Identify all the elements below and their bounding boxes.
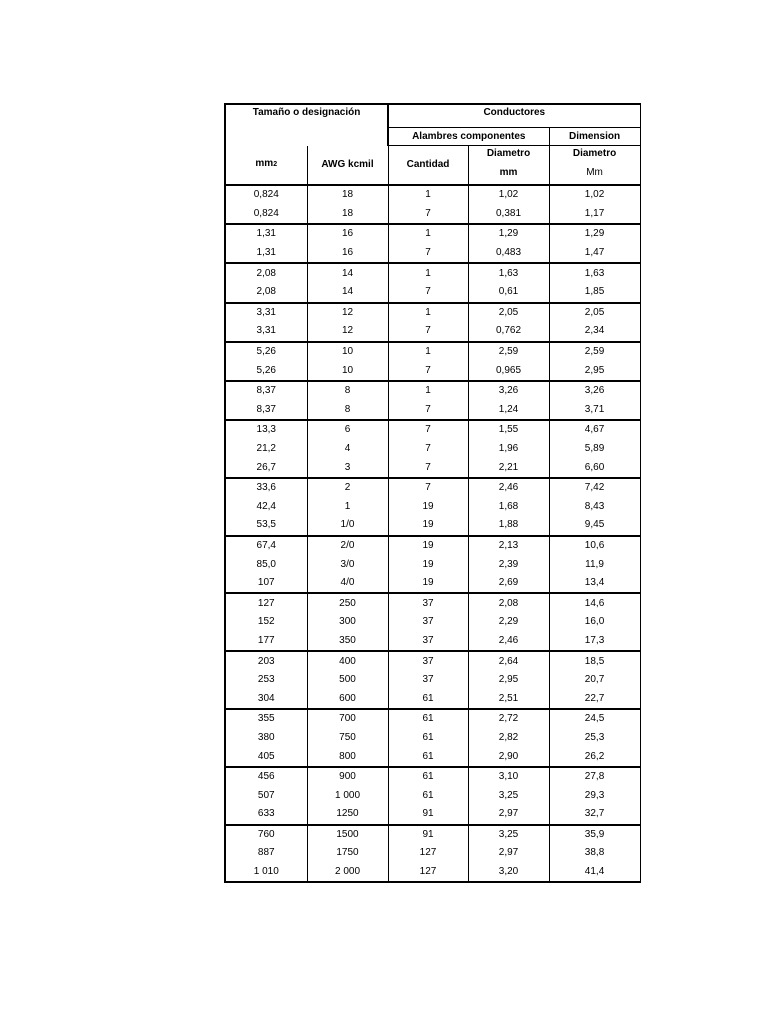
diametro-dimension-cell: 1,63: [549, 263, 640, 283]
table-row: [225, 224, 640, 244]
conductor-table: [224, 103, 641, 883]
cantidad-cell: 19: [388, 536, 468, 556]
awg-cell: 500: [307, 671, 388, 690]
cantidad-cell: 19: [388, 555, 468, 574]
table-row: [225, 498, 640, 517]
table-row: [225, 709, 640, 729]
awg-cell: 3: [307, 458, 388, 478]
awg-cell: 8: [307, 401, 388, 421]
diametro-dimension-cell: 2,59: [549, 342, 640, 362]
awg-cell: 700: [307, 709, 388, 729]
mm2-cell: 1,31: [225, 224, 307, 244]
mm2-cell: 33,6: [225, 478, 307, 498]
diametro-dimension-cell: 9,45: [549, 516, 640, 536]
mm2-cell: 13,3: [225, 420, 307, 440]
mm2-cell: 85,0: [225, 555, 307, 574]
header-diametro-dimension: Diametro: [549, 146, 640, 163]
diametro-alambre-cell: 2,21: [468, 458, 549, 478]
diametro-alambre-cell: 0,965: [468, 361, 549, 381]
diametro-dimension-cell: 29,3: [549, 786, 640, 805]
header-alambres: Alambres componentes: [388, 128, 549, 146]
cantidad-cell: 91: [388, 825, 468, 845]
diametro-dimension-cell: 2,34: [549, 322, 640, 342]
awg-cell: 18: [307, 185, 388, 205]
mm2-cell: 887: [225, 844, 307, 863]
cantidad-cell: 37: [388, 632, 468, 652]
mm2-cell: 203: [225, 651, 307, 671]
diametro-dimension-cell: 38,8: [549, 844, 640, 863]
diametro-alambre-cell: 1,29: [468, 224, 549, 244]
table-row: [225, 689, 640, 709]
diametro-dimension-cell: 8,43: [549, 498, 640, 517]
cantidad-cell: 61: [388, 767, 468, 787]
mm2-cell: 1,31: [225, 244, 307, 264]
table-row: [225, 825, 640, 845]
awg-cell: 10: [307, 361, 388, 381]
mm2-cell: 107: [225, 574, 307, 594]
awg-cell: 16: [307, 224, 388, 244]
diametro-dimension-cell: 17,3: [549, 632, 640, 652]
diametro-alambre-cell: 1,63: [468, 263, 549, 283]
cantidad-cell: 61: [388, 689, 468, 709]
diametro-dimension-cell: 41,4: [549, 863, 640, 883]
mm2-cell: 507: [225, 786, 307, 805]
table-row: [225, 458, 640, 478]
awg-cell: 2/0: [307, 536, 388, 556]
cantidad-cell: 7: [388, 420, 468, 440]
table-row: [225, 516, 640, 536]
header-awg: AWG kcmil: [307, 146, 388, 186]
table-row: [225, 205, 640, 225]
awg-cell: 12: [307, 322, 388, 342]
diametro-dimension-cell: 13,4: [549, 574, 640, 594]
cantidad-cell: 7: [388, 458, 468, 478]
diametro-alambre-cell: 2,97: [468, 805, 549, 825]
awg-cell: 4/0: [307, 574, 388, 594]
diametro-dimension-cell: 35,9: [549, 825, 640, 845]
awg-cell: 750: [307, 729, 388, 748]
diametro-dimension-cell: 25,3: [549, 729, 640, 748]
diametro-alambre-cell: 2,46: [468, 632, 549, 652]
table-row: [225, 283, 640, 303]
diametro-dimension-cell: 5,89: [549, 440, 640, 459]
cantidad-cell: 7: [388, 283, 468, 303]
cantidad-cell: 1: [388, 224, 468, 244]
mm2-cell: 1 010: [225, 863, 307, 883]
cantidad-cell: 1: [388, 303, 468, 323]
diametro-dimension-cell: 1,29: [549, 224, 640, 244]
cantidad-cell: 19: [388, 498, 468, 517]
table-row: [225, 361, 640, 381]
diametro-alambre-cell: 0,762: [468, 322, 549, 342]
diametro-dimension-cell: 26,2: [549, 747, 640, 767]
cantidad-cell: 7: [388, 361, 468, 381]
table-row: [225, 593, 640, 613]
mm2-cell: 355: [225, 709, 307, 729]
table-row: [225, 632, 640, 652]
awg-cell: 18: [307, 205, 388, 225]
mm2-cell: 5,26: [225, 361, 307, 381]
mm2-cell: 26,7: [225, 458, 307, 478]
diametro-dimension-cell: 3,26: [549, 381, 640, 401]
diametro-alambre-cell: 3,10: [468, 767, 549, 787]
diametro-alambre-cell: 0,381: [468, 205, 549, 225]
table-row: [225, 555, 640, 574]
cantidad-cell: 37: [388, 613, 468, 632]
diametro-alambre-cell: 1,88: [468, 516, 549, 536]
awg-cell: 1750: [307, 844, 388, 863]
diametro-alambre-cell: 2,51: [468, 689, 549, 709]
table-row: [225, 574, 640, 594]
diametro-alambre-cell: 1,55: [468, 420, 549, 440]
header-dimension: Dimension: [549, 128, 640, 146]
table-row: [225, 863, 640, 883]
diametro-dimension-cell: 10,6: [549, 536, 640, 556]
diametro-alambre-cell: 2,90: [468, 747, 549, 767]
header-mm2: mm2: [225, 146, 307, 186]
mm2-cell: 53,5: [225, 516, 307, 536]
cantidad-cell: 127: [388, 863, 468, 883]
diametro-dimension-cell: 3,71: [549, 401, 640, 421]
diametro-dimension-cell: 2,05: [549, 303, 640, 323]
diametro-alambre-cell: 2,82: [468, 729, 549, 748]
diametro-alambre-cell: 2,72: [468, 709, 549, 729]
diametro-alambre-cell: 3,25: [468, 786, 549, 805]
diametro-dimension-cell: 4,67: [549, 420, 640, 440]
diametro-alambre-cell: 2,29: [468, 613, 549, 632]
diametro-dimension-cell: 1,47: [549, 244, 640, 264]
awg-cell: 400: [307, 651, 388, 671]
cantidad-cell: 61: [388, 786, 468, 805]
table-row: [225, 263, 640, 283]
awg-cell: 600: [307, 689, 388, 709]
cantidad-cell: 61: [388, 747, 468, 767]
table-row: [225, 671, 640, 690]
cantidad-cell: 19: [388, 516, 468, 536]
cantidad-cell: 7: [388, 440, 468, 459]
mm2-cell: 633: [225, 805, 307, 825]
mm2-cell: 3,31: [225, 322, 307, 342]
awg-cell: 300: [307, 613, 388, 632]
diametro-dimension-cell: 27,8: [549, 767, 640, 787]
header-tamano: Tamaño o designación: [225, 104, 388, 146]
diametro-dimension-cell: 2,95: [549, 361, 640, 381]
cantidad-cell: 127: [388, 844, 468, 863]
table-row: [225, 844, 640, 863]
header-diametro-dimension-unit: Mm: [549, 162, 640, 185]
cantidad-cell: 61: [388, 709, 468, 729]
diametro-alambre-cell: 2,59: [468, 342, 549, 362]
diametro-alambre-cell: 1,68: [468, 498, 549, 517]
diametro-dimension-cell: 16,0: [549, 613, 640, 632]
diametro-dimension-cell: 1,17: [549, 205, 640, 225]
mm2-cell: 21,2: [225, 440, 307, 459]
table-row: [225, 747, 640, 767]
awg-cell: 3/0: [307, 555, 388, 574]
diametro-dimension-cell: 11,9: [549, 555, 640, 574]
diametro-dimension-cell: 14,6: [549, 593, 640, 613]
diametro-dimension-cell: 20,7: [549, 671, 640, 690]
awg-cell: 900: [307, 767, 388, 787]
mm2-cell: 3,31: [225, 303, 307, 323]
cantidad-cell: 7: [388, 205, 468, 225]
mm2-cell: 127: [225, 593, 307, 613]
awg-cell: 14: [307, 283, 388, 303]
header-conductores: Conductores: [388, 104, 640, 128]
mm2-cell: 0,824: [225, 205, 307, 225]
diametro-dimension-cell: 18,5: [549, 651, 640, 671]
table-row: [225, 303, 640, 323]
awg-cell: 10: [307, 342, 388, 362]
table-row: [225, 342, 640, 362]
cantidad-cell: 19: [388, 574, 468, 594]
diametro-dimension-cell: 24,5: [549, 709, 640, 729]
diametro-alambre-cell: 1,96: [468, 440, 549, 459]
cantidad-cell: 37: [388, 651, 468, 671]
table-row: [225, 729, 640, 748]
cantidad-cell: 7: [388, 244, 468, 264]
conductor-table-sheet: [224, 103, 632, 878]
mm2-cell: 67,4: [225, 536, 307, 556]
cantidad-cell: 1: [388, 263, 468, 283]
table-row: [225, 185, 640, 205]
awg-cell: 12: [307, 303, 388, 323]
mm2-cell: 456: [225, 767, 307, 787]
diametro-alambre-cell: 2,08: [468, 593, 549, 613]
diametro-alambre-cell: 2,97: [468, 844, 549, 863]
awg-cell: 6: [307, 420, 388, 440]
diametro-dimension-cell: 1,02: [549, 185, 640, 205]
mm2-cell: 8,37: [225, 381, 307, 401]
table-row: [225, 440, 640, 459]
header-cantidad: Cantidad: [388, 146, 468, 186]
cantidad-cell: 1: [388, 185, 468, 205]
diametro-alambre-cell: 2,64: [468, 651, 549, 671]
table-row: [225, 244, 640, 264]
table-row: [225, 536, 640, 556]
diametro-alambre-cell: 3,25: [468, 825, 549, 845]
diametro-dimension-cell: 1,85: [549, 283, 640, 303]
table-row: [225, 401, 640, 421]
awg-cell: 2: [307, 478, 388, 498]
mm2-cell: 152: [225, 613, 307, 632]
awg-cell: 1 000: [307, 786, 388, 805]
awg-cell: 350: [307, 632, 388, 652]
awg-cell: 8: [307, 381, 388, 401]
table-body: [225, 185, 640, 882]
diametro-alambre-cell: 1,24: [468, 401, 549, 421]
mm2-cell: 42,4: [225, 498, 307, 517]
cantidad-cell: 7: [388, 401, 468, 421]
mm2-cell: 0,824: [225, 185, 307, 205]
cantidad-cell: 61: [388, 729, 468, 748]
cantidad-cell: 1: [388, 381, 468, 401]
cantidad-cell: 37: [388, 593, 468, 613]
awg-cell: 250: [307, 593, 388, 613]
awg-cell: 1500: [307, 825, 388, 845]
table-row: [225, 381, 640, 401]
cantidad-cell: 1: [388, 342, 468, 362]
mm2-cell: 2,08: [225, 283, 307, 303]
diametro-alambre-cell: 2,39: [468, 555, 549, 574]
diametro-alambre-cell: 2,46: [468, 478, 549, 498]
diametro-dimension-cell: 32,7: [549, 805, 640, 825]
diametro-alambre-cell: 2,69: [468, 574, 549, 594]
awg-cell: 14: [307, 263, 388, 283]
diametro-alambre-cell: 3,20: [468, 863, 549, 883]
mm2-cell: 760: [225, 825, 307, 845]
table-row: [225, 322, 640, 342]
awg-cell: 1: [307, 498, 388, 517]
diametro-alambre-cell: 2,05: [468, 303, 549, 323]
diametro-dimension-cell: 22,7: [549, 689, 640, 709]
mm2-cell: 405: [225, 747, 307, 767]
diametro-alambre-cell: 3,26: [468, 381, 549, 401]
diametro-alambre-cell: 2,13: [468, 536, 549, 556]
mm2-cell: 380: [225, 729, 307, 748]
awg-cell: 1250: [307, 805, 388, 825]
cantidad-cell: 91: [388, 805, 468, 825]
awg-cell: 4: [307, 440, 388, 459]
diametro-alambre-cell: 0,483: [468, 244, 549, 264]
cantidad-cell: 7: [388, 322, 468, 342]
mm2-cell: 5,26: [225, 342, 307, 362]
table-row: [225, 478, 640, 498]
table-row: [225, 420, 640, 440]
awg-cell: 2 000: [307, 863, 388, 883]
diametro-dimension-cell: 7,42: [549, 478, 640, 498]
table-row: [225, 767, 640, 787]
table-row: [225, 651, 640, 671]
awg-cell: 1/0: [307, 516, 388, 536]
mm2-cell: 8,37: [225, 401, 307, 421]
diametro-dimension-cell: 6,60: [549, 458, 640, 478]
awg-cell: 16: [307, 244, 388, 264]
diametro-alambre-cell: 0,61: [468, 283, 549, 303]
table-row: [225, 786, 640, 805]
diametro-alambre-cell: 2,95: [468, 671, 549, 690]
mm2-cell: 177: [225, 632, 307, 652]
mm2-cell: 2,08: [225, 263, 307, 283]
cantidad-cell: 7: [388, 478, 468, 498]
table-row: [225, 805, 640, 825]
diametro-alambre-cell: 1,02: [468, 185, 549, 205]
mm2-cell: 304: [225, 689, 307, 709]
cantidad-cell: 37: [388, 671, 468, 690]
header-diametro-alambre-unit: mm: [468, 162, 549, 185]
table-row: [225, 613, 640, 632]
awg-cell: 800: [307, 747, 388, 767]
header-diametro-alambre: Diametro: [468, 146, 549, 163]
mm2-cell: 253: [225, 671, 307, 690]
